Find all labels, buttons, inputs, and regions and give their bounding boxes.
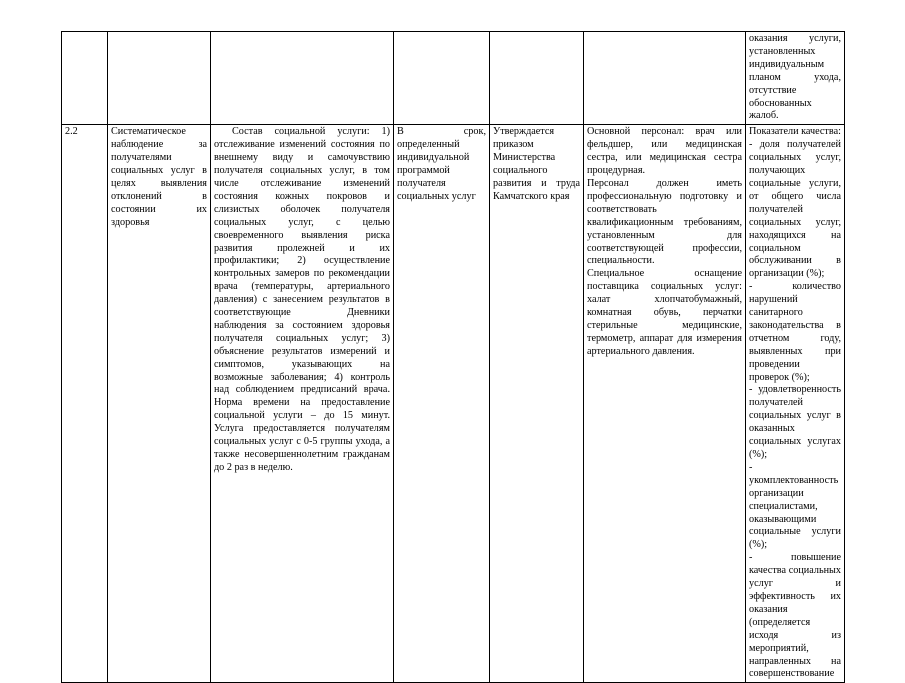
criteria-paragraph: - доля получателей социальных услуг, получающих социальные услуги, от общего числа получателей социальных услуг, находящихся на социальном обслуживании в организации (%); [749,139,841,280]
conditions-paragraph: Специальное оснащение поставщика социальных услуг: халат хлопчатобумажный, комнатная обувь, перчатки стерильные медицинские, термометр, аппарат для измерения артериального давления. [587,268,742,357]
service-number: 2.2 [62,125,108,683]
criteria-paragraph: - укомплектованность организации специалистами, оказывающими социальные услуги (%); [749,461,841,551]
criteria-paragraph: - повышение качества социальных услуг и эффективность их оказания (определяется исходя из мероприятий, направленных на совершенствование [749,552,841,680]
criteria-paragraph: Показатели качества: [749,126,841,138]
prev-content-cell [211,32,394,125]
table-row-previous [62,32,845,125]
service-tariff: Утверждается приказом Министерства социального развития и труда Камчатского края [490,125,584,683]
quality-criteria-cell [746,125,845,683]
service-conditions-cell [584,125,746,683]
criteria-paragraph: - удовлетворенность получателей социальных услуг в оказанных социальных услугах (%); [749,384,841,460]
prev-term-cell [394,32,490,125]
service-term: В срок, определенный индивидуальной программой получателя социальных услуг [394,125,490,683]
prev-criteria-cell [746,32,845,125]
prev-criteria-text: оказания услуги, установленных индивидуальным планом ухода, отсутствие обоснованных жалоб. [749,33,841,122]
service-name: Систематическое наблюдение за получателями социальных услуг в целях выявления отклонений в состоянии их здоровья [108,125,211,683]
prev-conditions-cell [584,32,746,125]
services-table [61,31,845,683]
prev-number-cell [62,32,108,125]
prev-tariff-cell [490,32,584,125]
conditions-paragraph: Персонал должен иметь профессиональную подготовку и соответствовать квалификационным требованиям, установленным для соответствующей профессии, специальности. [587,177,742,267]
service-content-cell [211,125,394,683]
service-content: Состав социальной услуги: 1) отслеживание изменений состояния по внешнему виду и самочувствию получателя социальных услуг, в том числе отслеживание изменений состояния кожных покровов и слизистых оболочек получателя социальных услуг, с целью своевременного выявления риска развития пролежней и их профилактики; 2) осуществление контрольных замеров по рекомендации врача (температуры, артериального давления) с занесением результатов в соответствующие Дневники наблюдения за состоянием здоровья получателя социальных услуг; 3) объяснение результатов измерений и симптомов, указывающих на возможные заболевания; 4) контроль над соблюдением предписаний врача. Норма времени на предоставление социальной услуги – до 15 минут. Услуга предоставляется получателям социальных услуг с 0-5 группы ухода, а также несовершеннолетним гражданам до 2 раз в неделю. [214,126,390,473]
prev-name-cell [108,32,211,125]
table-row-2-2 [62,125,845,683]
criteria-paragraph: - количество нарушений санитарного законодательства в отчетном году, выявленных при проведении проверок (%); [749,281,841,383]
conditions-paragraph: Основной персонал: врач или фельдшер, или медицинская сестра, или медицинская сестра процедурная. [587,126,742,177]
